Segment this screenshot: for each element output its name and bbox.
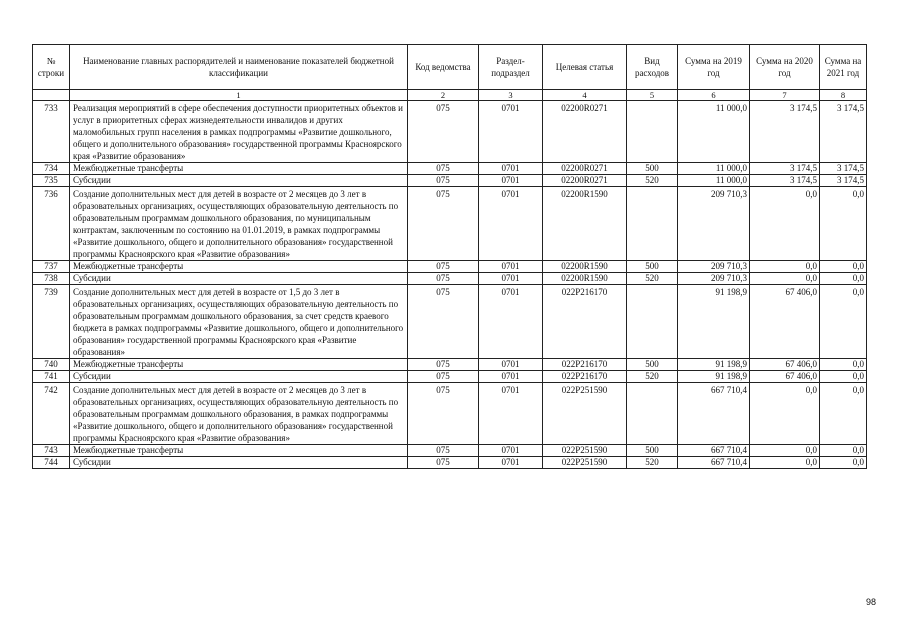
sum-2020-cell: 0,0 — [750, 273, 820, 285]
expense-type-cell — [627, 187, 678, 261]
department-code-cell: 075 — [408, 371, 479, 383]
sum-2019-cell: 91 198,9 — [678, 371, 750, 383]
department-code-cell: 075 — [408, 261, 479, 273]
column-number: 2 — [408, 90, 479, 101]
row-number-cell: 736 — [33, 187, 70, 261]
sum-2019-cell: 667 710,4 — [678, 457, 750, 469]
row-number-cell: 741 — [33, 371, 70, 383]
target-item-cell: 022P251590 — [543, 445, 627, 457]
sum-2020-cell: 3 174,5 — [750, 175, 820, 187]
sum-2020-cell: 0,0 — [750, 445, 820, 457]
sum-2020-cell: 0,0 — [750, 383, 820, 445]
row-number-cell: 743 — [33, 445, 70, 457]
sum-2021-cell: 0,0 — [820, 261, 867, 273]
expense-type-cell — [627, 101, 678, 163]
section-cell: 0701 — [479, 101, 543, 163]
section-cell: 0701 — [479, 187, 543, 261]
expense-type-cell: 520 — [627, 273, 678, 285]
table-row — [33, 383, 867, 445]
table-row — [33, 261, 867, 273]
target-item-cell: 02200R1590 — [543, 273, 627, 285]
sum-2019-cell: 209 710,3 — [678, 187, 750, 261]
section-cell: 0701 — [479, 273, 543, 285]
department-code-cell: 075 — [408, 359, 479, 371]
sum-2021-cell: 0,0 — [820, 371, 867, 383]
name-cell: Субсидии — [70, 371, 408, 383]
section-cell: 0701 — [479, 445, 543, 457]
target-item-cell: 02200R0271 — [543, 175, 627, 187]
section-cell: 0701 — [479, 175, 543, 187]
department-code-cell: 075 — [408, 101, 479, 163]
table-row — [33, 285, 867, 359]
name-cell: Создание дополнительных мест для детей в возрасте от 2 месяцев до 3 лет в образовательных организациях, осуществляющих образовательную деятельность по образовательным программам дошкольного образования, по муниципальным контрактам, заключенным по состоянию на 01.01.2019, в рамках подпрограммы «Развитие дошкольного, общего и дополнительного образования» государственной программы Красноярского края «Развитие образования» — [70, 187, 408, 261]
table-row — [33, 359, 867, 371]
target-item-cell: 02200R1590 — [543, 187, 627, 261]
expense-type-cell: 500 — [627, 359, 678, 371]
name-cell: Субсидии — [70, 273, 408, 285]
row-number-cell: 734 — [33, 163, 70, 175]
sum-2021-cell: 3 174,5 — [820, 163, 867, 175]
column-number-blank — [33, 90, 70, 101]
header-section: Раздел-подраздел — [479, 45, 543, 90]
target-item-cell: 022P216170 — [543, 371, 627, 383]
expense-type-cell — [627, 285, 678, 359]
sum-2021-cell: 0,0 — [820, 359, 867, 371]
sum-2020-cell: 3 174,5 — [750, 101, 820, 163]
budget-table-sheet — [32, 44, 866, 469]
row-number-cell: 738 — [33, 273, 70, 285]
sum-2020-cell: 67 406,0 — [750, 285, 820, 359]
sum-2019-cell: 91 198,9 — [678, 359, 750, 371]
name-cell: Создание дополнительных мест для детей в возрасте от 1,5 до 3 лет в образовательных организациях, осуществляющих образовательную деятельность по образовательным программам дошкольного образования, за счет средств краевого бюджета в рамках подпрограммы «Развитие дошкольного, общего и дополнительного образования» государственной программы Красноярского края «Развитие образования» — [70, 285, 408, 359]
row-number-cell: 737 — [33, 261, 70, 273]
sum-2019-cell: 11 000,0 — [678, 101, 750, 163]
sum-2021-cell: 0,0 — [820, 187, 867, 261]
column-number: 7 — [750, 90, 820, 101]
page-number: 98 — [865, 597, 876, 607]
row-number-cell: 742 — [33, 383, 70, 445]
row-number-cell: 740 — [33, 359, 70, 371]
target-item-cell: 022P251590 — [543, 457, 627, 469]
sum-2019-cell: 209 710,3 — [678, 261, 750, 273]
column-number: 4 — [543, 90, 627, 101]
column-number: 8 — [820, 90, 867, 101]
name-cell: Межбюджетные трансферты — [70, 261, 408, 273]
column-number: 6 — [678, 90, 750, 101]
table-row — [33, 163, 867, 175]
expense-type-cell: 500 — [627, 163, 678, 175]
target-item-cell: 02200R1590 — [543, 261, 627, 273]
section-cell: 0701 — [479, 371, 543, 383]
table-row — [33, 187, 867, 261]
column-number: 5 — [627, 90, 678, 101]
sum-2019-cell: 667 710,4 — [678, 383, 750, 445]
expense-type-cell — [627, 383, 678, 445]
header-department-code: Код ведомства — [408, 45, 479, 90]
sum-2020-cell: 67 406,0 — [750, 359, 820, 371]
sum-2019-cell: 11 000,0 — [678, 163, 750, 175]
header-name: Наименование главных распорядителей и наименование показателей бюджетной классификации — [70, 45, 408, 90]
name-cell: Межбюджетные трансферты — [70, 163, 408, 175]
section-cell: 0701 — [479, 457, 543, 469]
section-cell: 0701 — [479, 285, 543, 359]
expense-type-cell: 520 — [627, 175, 678, 187]
name-cell: Субсидии — [70, 457, 408, 469]
column-number: 3 — [479, 90, 543, 101]
row-number-cell: 739 — [33, 285, 70, 359]
table-row — [33, 371, 867, 383]
row-number-cell: 744 — [33, 457, 70, 469]
target-item-cell: 022P251590 — [543, 383, 627, 445]
name-cell: Межбюджетные трансферты — [70, 359, 408, 371]
target-item-cell: 022P216170 — [543, 285, 627, 359]
column-number: 1 — [70, 90, 408, 101]
expense-type-cell: 520 — [627, 371, 678, 383]
name-cell: Реализация мероприятий в сфере обеспечения доступности приоритетных объектов и услуг в приоритетных сферах жизнедеятельности инвалидов и других маломобильных групп населения в рамках подпрограммы «Развитие дошкольного, общего и дополнительного образования» государственной программы Красноярского края «Развитие образования» — [70, 101, 408, 163]
department-code-cell: 075 — [408, 187, 479, 261]
sum-2019-cell: 11 000,0 — [678, 175, 750, 187]
sum-2020-cell: 67 406,0 — [750, 371, 820, 383]
expense-type-cell: 500 — [627, 445, 678, 457]
target-item-cell: 02200R0271 — [543, 101, 627, 163]
header-row — [33, 45, 867, 90]
sum-2020-cell: 3 174,5 — [750, 163, 820, 175]
header-sum-2021: Сумма на 2021 год — [820, 45, 867, 90]
section-cell: 0701 — [479, 261, 543, 273]
sum-2020-cell: 0,0 — [750, 261, 820, 273]
column-number-row — [33, 90, 867, 101]
department-code-cell: 075 — [408, 285, 479, 359]
sum-2021-cell: 3 174,5 — [820, 101, 867, 163]
department-code-cell: 075 — [408, 273, 479, 285]
sum-2019-cell: 91 198,9 — [678, 285, 750, 359]
sum-2019-cell: 667 710,4 — [678, 445, 750, 457]
header-sum-2020: Сумма на 2020 год — [750, 45, 820, 90]
target-item-cell: 02200R0271 — [543, 163, 627, 175]
table-body — [33, 101, 867, 469]
header-sum-2019: Сумма на 2019 год — [678, 45, 750, 90]
section-cell: 0701 — [479, 163, 543, 175]
department-code-cell: 075 — [408, 175, 479, 187]
sum-2021-cell: 0,0 — [820, 457, 867, 469]
section-cell: 0701 — [479, 359, 543, 371]
header-row-number: № строки — [33, 45, 70, 90]
sum-2021-cell: 0,0 — [820, 445, 867, 457]
department-code-cell: 075 — [408, 457, 479, 469]
sum-2021-cell: 3 174,5 — [820, 175, 867, 187]
table-row — [33, 101, 867, 163]
sum-2021-cell: 0,0 — [820, 383, 867, 445]
target-item-cell: 022P216170 — [543, 359, 627, 371]
expense-type-cell: 520 — [627, 457, 678, 469]
sum-2021-cell: 0,0 — [820, 285, 867, 359]
sum-2019-cell: 209 710,3 — [678, 273, 750, 285]
sum-2021-cell: 0,0 — [820, 273, 867, 285]
row-number-cell: 733 — [33, 101, 70, 163]
name-cell: Межбюджетные трансферты — [70, 445, 408, 457]
expense-type-cell: 500 — [627, 261, 678, 273]
table-row — [33, 457, 867, 469]
sum-2020-cell: 0,0 — [750, 457, 820, 469]
header-target-item: Целевая статья — [543, 45, 627, 90]
sum-2020-cell: 0,0 — [750, 187, 820, 261]
row-number-cell: 735 — [33, 175, 70, 187]
department-code-cell: 075 — [408, 383, 479, 445]
budget-table — [32, 44, 867, 469]
department-code-cell: 075 — [408, 163, 479, 175]
name-cell: Субсидии — [70, 175, 408, 187]
table-row — [33, 273, 867, 285]
table-row — [33, 175, 867, 187]
table-row — [33, 445, 867, 457]
department-code-cell: 075 — [408, 445, 479, 457]
header-expense-type: Вид расходов — [627, 45, 678, 90]
name-cell: Создание дополнительных мест для детей в возрасте от 2 месяцев до 3 лет в образовательных организациях, осуществляющих образовательную деятельность по образовательным программам дошкольного образования, в рамках подпрограммы «Развитие дошкольного, общего и дополнительного образования» государственной программы Красноярского края «Развитие образования» — [70, 383, 408, 445]
section-cell: 0701 — [479, 383, 543, 445]
